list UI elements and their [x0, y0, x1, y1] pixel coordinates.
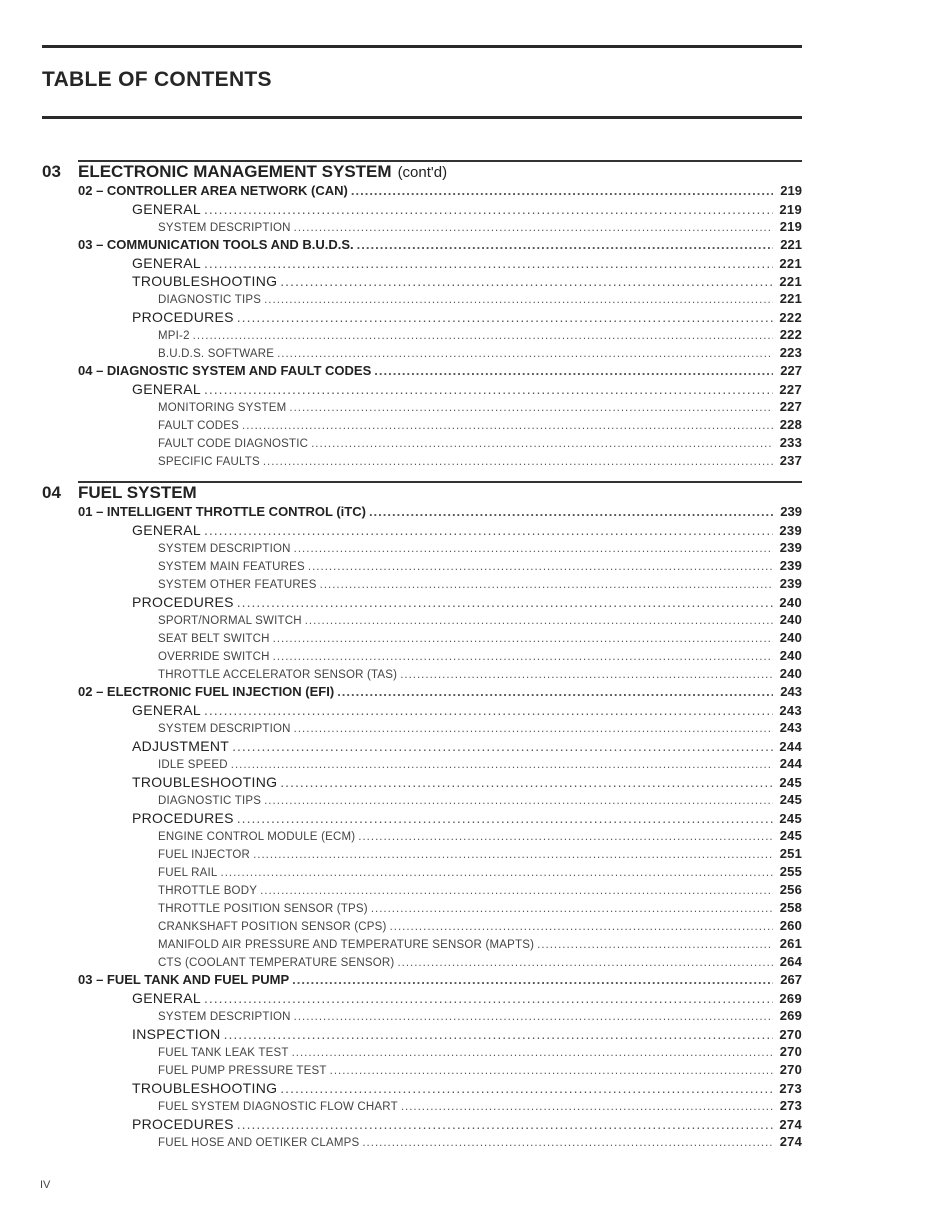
toc-entry[interactable] — [42, 1133, 802, 1151]
dot-leader — [362, 1134, 773, 1151]
section-number: 04 — [42, 483, 61, 502]
toc-entry-title: ADJUSTMENT — [132, 738, 230, 754]
toc-entry-title: SEAT BELT SWITCH — [158, 633, 270, 645]
toc-entry-page: 219 — [780, 183, 802, 198]
toc-entry-title: TROUBLESHOOTING — [132, 1080, 278, 1096]
toc-entry[interactable] — [42, 989, 802, 1007]
toc-entry-page: 227 — [779, 399, 802, 414]
dot-leader — [273, 630, 773, 647]
toc-entry-page: 240 — [779, 648, 802, 663]
toc-entry-page: 270 — [779, 1062, 802, 1077]
toc-entry-title: SYSTEM DESCRIPTION — [158, 723, 291, 735]
section-entries — [42, 182, 802, 470]
toc-entry[interactable] — [42, 863, 802, 881]
toc-entry-page: 270 — [779, 1027, 802, 1042]
dot-leader — [289, 399, 773, 416]
toc-entry[interactable] — [42, 665, 802, 683]
toc-entry[interactable] — [42, 521, 802, 539]
dot-leader — [397, 954, 773, 971]
dot-leader — [308, 558, 773, 575]
toc-entry-title: B.U.D.S. SOFTWARE — [158, 348, 275, 360]
toc-entry[interactable] — [42, 182, 802, 200]
toc-entry-page: 251 — [779, 846, 802, 861]
section-continued-label: (cont'd) — [397, 164, 448, 181]
toc-entry[interactable] — [42, 272, 802, 290]
dot-leader — [358, 828, 773, 845]
dot-leader — [292, 971, 773, 989]
dot-leader — [351, 182, 773, 200]
toc-entry-title: 01 – INTELLIGENT THROTTLE CONTROL (iTC) — [78, 504, 366, 519]
toc-entry-page: 240 — [779, 630, 802, 645]
dot-leader — [273, 648, 773, 665]
toc-entry-page: 233 — [779, 435, 802, 450]
toc-entry-page: 269 — [779, 991, 802, 1006]
dot-leader — [264, 792, 773, 809]
toc-entry[interactable] — [42, 737, 802, 755]
toc-entry-page: 274 — [779, 1134, 802, 1149]
toc-entry-title: PROCEDURES — [132, 309, 234, 325]
toc-entry-page: 273 — [779, 1081, 802, 1096]
dot-leader — [260, 882, 773, 899]
toc-entry-title: GENERAL — [132, 381, 202, 397]
toc-entry-title: FUEL SYSTEM DIAGNOSTIC FLOW CHART — [158, 1101, 398, 1113]
toc-entry[interactable] — [42, 1115, 802, 1133]
toc-entry[interactable] — [42, 308, 802, 326]
section-heading — [42, 483, 802, 503]
toc-entry[interactable] — [42, 683, 802, 701]
dot-leader — [264, 291, 773, 308]
section-heading — [42, 162, 802, 182]
dot-leader — [204, 254, 773, 272]
toc-entry[interactable] — [42, 719, 802, 737]
toc-entry[interactable] — [42, 935, 802, 953]
dot-leader — [204, 521, 773, 539]
toc-section — [42, 481, 802, 1151]
toc-entry-page: 221 — [779, 256, 802, 271]
toc-entry-title: IDLE SPEED — [158, 759, 228, 771]
dot-leader — [280, 272, 773, 290]
toc-entry-title: TROUBLESHOOTING — [132, 273, 278, 289]
toc-entry-page: 245 — [779, 792, 802, 807]
dot-leader — [369, 503, 773, 521]
toc-entry-title: PROCEDURES — [132, 810, 234, 826]
toc-entry-title: TROUBLESHOOTING — [132, 774, 278, 790]
toc-entry-title: CRANKSHAFT POSITION SENSOR (CPS) — [158, 921, 387, 933]
toc-entry-title: SPORT/NORMAL SWITCH — [158, 615, 302, 627]
toc-entry-page: 245 — [779, 775, 802, 790]
toc-entry[interactable] — [42, 1025, 802, 1043]
toc-entry[interactable] — [42, 773, 802, 791]
dot-leader — [280, 773, 773, 791]
toc-entry-title: CTS (COOLANT TEMPERATURE SENSOR) — [158, 957, 395, 969]
dot-leader — [237, 1115, 773, 1133]
toc-entry-title: GENERAL — [132, 201, 202, 217]
toc-entry-page: 267 — [780, 972, 802, 987]
toc-entry[interactable] — [42, 200, 802, 218]
dot-leader — [237, 593, 773, 611]
toc-entry[interactable] — [42, 344, 802, 362]
dot-leader — [311, 435, 773, 452]
toc-entry-title: FAULT CODES — [158, 420, 240, 432]
toc-entry-title: GENERAL — [132, 255, 202, 271]
toc-entry[interactable] — [42, 452, 802, 470]
toc-entry-title: FUEL HOSE AND OETIKER CLAMPS — [158, 1137, 360, 1149]
toc-entry-title: SYSTEM MAIN FEATURES — [158, 561, 305, 573]
dot-leader — [253, 846, 773, 863]
toc-entry[interactable] — [42, 1043, 802, 1061]
dot-leader — [231, 756, 773, 773]
dot-leader — [320, 576, 773, 593]
toc-entry[interactable] — [42, 290, 802, 308]
toc-entry-title: GENERAL — [132, 990, 202, 1006]
toc-entry-title: ENGINE CONTROL MODULE (ECM) — [158, 831, 356, 843]
toc-entry-page: 256 — [779, 882, 802, 897]
toc-entry-title: MPI-2 — [158, 330, 190, 342]
toc-entry-page: 255 — [779, 864, 802, 879]
toc-entry-page: 219 — [779, 202, 802, 217]
toc-entry-title: DIAGNOSTIC TIPS — [158, 795, 262, 807]
toc-entry-page: 221 — [780, 237, 802, 252]
toc-entry-title: PROCEDURES — [132, 1116, 234, 1132]
toc-entry-page: 245 — [779, 811, 802, 826]
dot-leader — [280, 1079, 773, 1097]
toc-entry-page: 222 — [779, 310, 802, 325]
toc-entry-page: 221 — [779, 291, 802, 306]
toc-entry-title: SYSTEM DESCRIPTION — [158, 1011, 291, 1023]
section-title: FUEL SYSTEM — [78, 483, 197, 502]
section-entries — [42, 503, 802, 1151]
toc-entry[interactable] — [42, 899, 802, 917]
toc-entry-page: 240 — [779, 595, 802, 610]
dot-leader — [221, 864, 773, 881]
dot-leader — [357, 236, 773, 254]
toc-entry-title: 03 – FUEL TANK AND FUEL PUMP — [78, 972, 290, 987]
section-title: ELECTRONIC MANAGEMENT SYSTEM — [78, 162, 392, 181]
toc-entry-page: 243 — [780, 684, 802, 699]
toc-entry-title: GENERAL — [132, 522, 202, 538]
toc-entry-page: 223 — [779, 345, 802, 360]
toc-entry[interactable] — [42, 791, 802, 809]
toc-entry-page: 219 — [779, 219, 802, 234]
toc-entry-title: FUEL INJECTOR — [158, 849, 251, 861]
toc-entry[interactable] — [42, 326, 802, 344]
toc-entry-page: 239 — [780, 504, 802, 519]
toc-entry[interactable] — [42, 254, 802, 272]
toc-entry-page: 260 — [779, 918, 802, 933]
toc-entry[interactable] — [42, 845, 802, 863]
dot-leader — [374, 362, 773, 380]
toc-entry[interactable] — [42, 755, 802, 773]
dot-leader — [204, 380, 773, 398]
dot-leader — [390, 918, 773, 935]
toc-entry[interactable] — [42, 434, 802, 452]
toc-entry[interactable] — [42, 236, 802, 254]
toc-entry-page: 239 — [779, 558, 802, 573]
toc-entry-page: 244 — [779, 756, 802, 771]
toc-entry-page: 237 — [779, 453, 802, 468]
dot-leader — [204, 989, 773, 1007]
toc-entry[interactable] — [42, 503, 802, 521]
dot-leader — [401, 1098, 773, 1115]
toc-entry-page: 274 — [779, 1117, 802, 1132]
toc-entry[interactable] — [42, 362, 802, 380]
toc-entry-title: SYSTEM OTHER FEATURES — [158, 579, 317, 591]
toc-entry-page: 227 — [779, 382, 802, 397]
toc-entry-page: 239 — [779, 540, 802, 555]
toc-entry-title: MANIFOLD AIR PRESSURE AND TEMPERATURE SENSOR (MAPTS) — [158, 939, 535, 951]
top-rule — [42, 45, 802, 48]
toc-entry[interactable] — [42, 380, 802, 398]
toc-entry-page: 228 — [779, 417, 802, 432]
toc-entry-page: 244 — [779, 739, 802, 754]
toc-entry[interactable] — [42, 881, 802, 899]
dot-leader — [193, 327, 773, 344]
toc-entry-page: 258 — [779, 900, 802, 915]
toc-entry[interactable] — [42, 971, 802, 989]
toc-entry[interactable] — [42, 917, 802, 935]
dot-leader — [204, 200, 773, 218]
toc-entry-title: GENERAL — [132, 702, 202, 718]
dot-leader — [294, 720, 773, 737]
dot-leader — [224, 1025, 773, 1043]
dot-leader — [294, 1008, 773, 1025]
toc-entry[interactable] — [42, 575, 802, 593]
toc-entry[interactable] — [42, 611, 802, 629]
toc-entry-title: SPECIFIC FAULTS — [158, 456, 260, 468]
toc-entry-page: 270 — [779, 1044, 802, 1059]
toc-entry[interactable] — [42, 1097, 802, 1115]
toc-entry[interactable] — [42, 1061, 802, 1079]
toc-entry-title: THROTTLE POSITION SENSOR (TPS) — [158, 903, 368, 915]
toc-entry-title: THROTTLE ACCELERATOR SENSOR (TAS) — [158, 669, 398, 681]
toc-entry-title: 02 – CONTROLLER AREA NETWORK (CAN) — [78, 183, 348, 198]
dot-leader — [292, 1044, 773, 1061]
section-number: 03 — [42, 162, 61, 181]
dot-leader — [294, 219, 773, 236]
toc-entry[interactable] — [42, 953, 802, 971]
toc-entry-page: 269 — [779, 1008, 802, 1023]
toc-entry[interactable] — [42, 593, 802, 611]
title-bottom-rule — [42, 116, 802, 119]
dot-leader — [232, 737, 773, 755]
dot-leader — [537, 936, 773, 953]
toc-entry-title: FAULT CODE DIAGNOSTIC — [158, 438, 309, 450]
dot-leader — [204, 701, 773, 719]
toc-entry-title: MONITORING SYSTEM — [158, 402, 287, 414]
toc-entry-title: FUEL TANK LEAK TEST — [158, 1047, 289, 1059]
toc-entry[interactable] — [42, 827, 802, 845]
toc-entry-page: 264 — [779, 954, 802, 969]
dot-leader — [277, 345, 773, 362]
toc-entry[interactable] — [42, 557, 802, 575]
dot-leader — [263, 453, 773, 470]
toc-section — [42, 160, 802, 470]
dot-leader — [237, 308, 773, 326]
dot-leader — [371, 900, 773, 917]
toc-entry-title: FUEL RAIL — [158, 867, 218, 879]
toc-entry-page: 273 — [779, 1098, 802, 1113]
toc-entry[interactable] — [42, 398, 802, 416]
toc-entry-title: 03 – COMMUNICATION TOOLS AND B.U.D.S. — [78, 237, 354, 252]
toc-entry[interactable] — [42, 1007, 802, 1025]
toc-entry-title: DIAGNOSTIC TIPS — [158, 294, 262, 306]
dot-leader — [330, 1062, 773, 1079]
toc-entry[interactable] — [42, 809, 802, 827]
dot-leader — [294, 540, 773, 557]
toc-entry-page: 240 — [779, 612, 802, 627]
page-title: TABLE OF CONTENTS — [42, 68, 272, 91]
toc-entry-page: 261 — [779, 936, 802, 951]
toc-entry-title: INSPECTION — [132, 1026, 221, 1042]
toc-entry-page: 222 — [779, 327, 802, 342]
toc-entry-title: OVERRIDE SWITCH — [158, 651, 270, 663]
dot-leader — [237, 809, 773, 827]
toc-entry[interactable] — [42, 416, 802, 434]
toc-entry-title: FUEL PUMP PRESSURE TEST — [158, 1065, 327, 1077]
dot-leader — [337, 683, 773, 701]
toc-entry-title: 02 – ELECTRONIC FUEL INJECTION (EFI) — [78, 684, 335, 699]
toc-entry[interactable] — [42, 539, 802, 557]
toc-entry-title: PROCEDURES — [132, 594, 234, 610]
toc-entry[interactable] — [42, 629, 802, 647]
toc-entry-page: 240 — [779, 666, 802, 681]
dot-leader — [305, 612, 773, 629]
toc-entry-page: 239 — [779, 523, 802, 538]
dot-leader — [242, 417, 773, 434]
page-number: IV — [40, 1179, 51, 1191]
toc-entry[interactable] — [42, 701, 802, 719]
dot-leader — [400, 666, 773, 683]
toc-entry[interactable] — [42, 1079, 802, 1097]
toc-entry-page: 227 — [780, 363, 802, 378]
toc-entry-title: SYSTEM DESCRIPTION — [158, 222, 291, 234]
toc-entry-page: 243 — [779, 703, 802, 718]
toc-entry-page: 239 — [779, 576, 802, 591]
toc-entry-title: 04 – DIAGNOSTIC SYSTEM AND FAULT CODES — [78, 363, 372, 378]
toc-entry[interactable] — [42, 218, 802, 236]
toc-entry-title: SYSTEM DESCRIPTION — [158, 543, 291, 555]
toc-entry[interactable] — [42, 647, 802, 665]
toc-entry-page: 245 — [779, 828, 802, 843]
toc-entry-page: 221 — [779, 274, 802, 289]
toc-entry-title: THROTTLE BODY — [158, 885, 258, 897]
toc-entry-page: 243 — [779, 720, 802, 735]
